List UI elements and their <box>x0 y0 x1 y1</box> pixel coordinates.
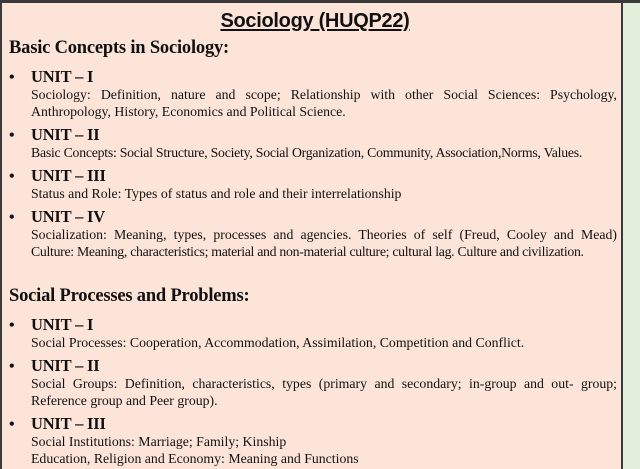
unit-label: UNIT – I <box>31 67 94 86</box>
unit-item <box>9 208 621 260</box>
unit-item <box>9 68 621 120</box>
unit-description <box>31 433 617 467</box>
unit-item <box>9 415 621 467</box>
unit-description <box>31 185 617 202</box>
section-heading: Basic Concepts in Sociology: <box>9 38 230 58</box>
description-line: Status and Role: Types of status and role and their interrelationship <box>31 186 402 201</box>
bullet-icon: • <box>9 358 15 375</box>
description-line: Education, Religion and Economy: Meaning and Functions <box>31 451 359 466</box>
section-heading: Social Processes and Problems: <box>9 286 250 306</box>
unit-label: UNIT – II <box>31 125 100 144</box>
description-line: Socialization: Meaning, types, processes and agencies. Theories of self (Freud, Cooley and Mead) <box>31 227 617 242</box>
unit-label: UNIT – I <box>31 315 94 334</box>
description-line: Social Institutions: Marriage; Family; Kinship <box>31 434 287 449</box>
section-basic-concepts <box>9 37 621 260</box>
description-line: Basic Concepts: Social Structure, Society, Social Organization, Community, Association,Norms, Values. <box>31 145 583 160</box>
page-title: Sociology (HUQP22) <box>220 10 410 32</box>
syllabus-panel <box>0 3 623 469</box>
unit-description <box>31 334 617 351</box>
unit-description <box>31 375 617 409</box>
unit-item <box>9 167 621 202</box>
unit-description <box>31 86 617 120</box>
unit-label: UNIT – III <box>31 166 106 185</box>
unit-label: UNIT – III <box>31 414 106 433</box>
description-line: Culture: Meaning, characteristics; material and non-material culture; cultural lag. Culture and civilization. <box>31 244 584 259</box>
unit-item <box>9 357 621 409</box>
unit-item <box>9 126 621 161</box>
description-line: Social Groups: Definition, characteristics, types (primary and secondary; in-group and out- group; <box>31 376 617 391</box>
description-line: Anthropology, History, Economics and Political Science. <box>31 104 346 119</box>
bullet-icon: • <box>9 69 15 86</box>
description-line: Sociology: Definition, nature and scope; Relationship with other Social Sciences: Psychology, <box>31 87 617 102</box>
unit-description <box>31 144 617 161</box>
bullet-icon: • <box>9 209 15 226</box>
bullet-icon: • <box>9 317 15 334</box>
unit-item <box>9 316 621 351</box>
unit-label: UNIT – IV <box>31 207 105 226</box>
bullet-icon: • <box>9 127 15 144</box>
description-line: Reference group and Peer group). <box>31 393 218 408</box>
bullet-icon: • <box>9 168 15 185</box>
bullet-icon: • <box>9 416 15 433</box>
description-line: Social Processes: Cooperation, Accommodation, Assimilation, Competition and Conflict. <box>31 335 525 350</box>
unit-label: UNIT – II <box>31 356 100 375</box>
unit-description <box>31 226 617 260</box>
section-social-processes <box>9 285 621 467</box>
